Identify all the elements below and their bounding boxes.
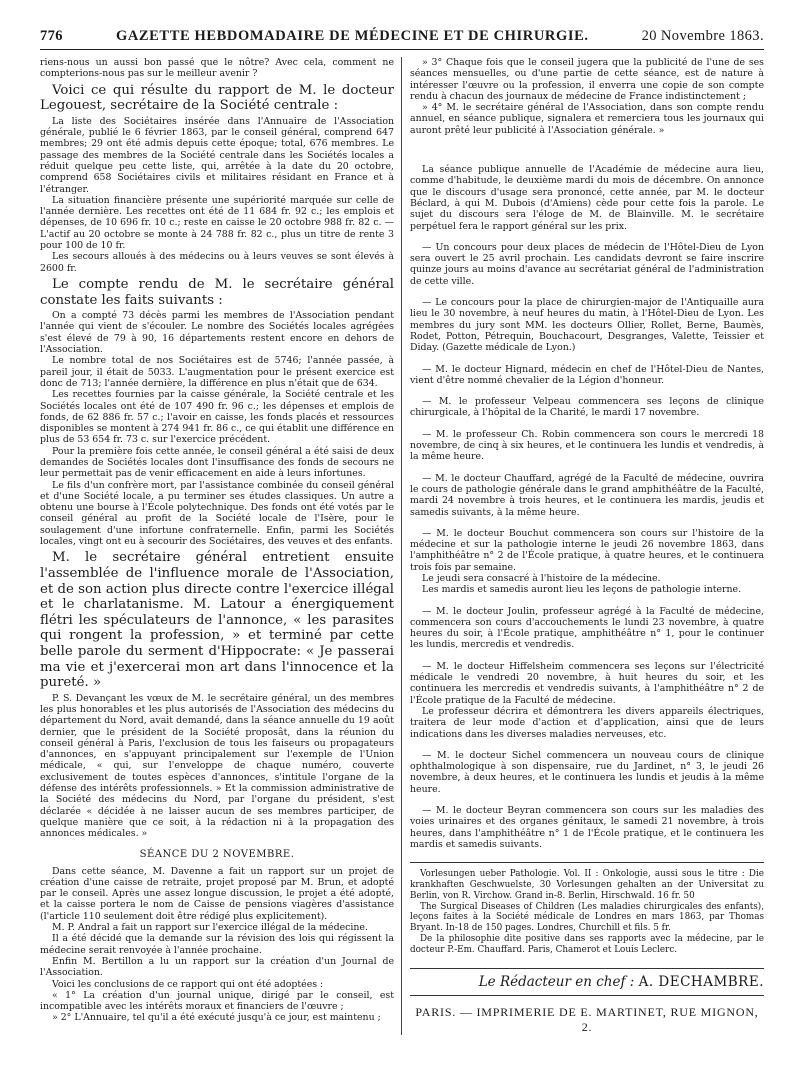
large-paragraph: Voici ce qui résulte du rapport de M. le docteur Legouest, secrétaire de la Société centrale : [40,82,394,114]
page-header [40,28,764,50]
paragraph: » 4° M. le secrétaire général de l'Association, dans son compte rendu annuel, en séance publique, signalera et remerciera tous les journaux qui auront prêté leur publicité à l'Association générale. » [410,102,764,136]
paragraph: Les secours alloués à des médecins ou à leurs veuves se sont élevés à 2600 fr. [40,251,394,274]
section-gap [410,795,764,805]
paragraph: » 2° L'Annuaire, tel qu'il a été exécuté jusqu'à ce jour, est maintenu ; [52,1012,381,1024]
section-gap [410,386,764,396]
book-notice: The Surgical Diseases of Children (Les maladies chirurgicales des enfants), leçons faites à la Société médicale de Londres en mars 1863, par Thomas Bryant. In-18 de 150 pages. Londres, Churchill et fils. 5 fr. [410,901,764,934]
paragraph: Le nombre total de nos Sociétaires est de 5746; l'année passée, à pareil jour, il était de 5033. L'augmentation pour le présent exercice est donc de 713; l'année dernière, la différence en plus n'était que de 634. [40,355,394,389]
issue-date: 20 Novembre 1863. [641,28,764,44]
news-item: — M. le docteur Chauffard, agrégé de la Faculté de médecine, ouvrira le cours de pathologie générale dans le grand amphithéâtre de la Faculté, mardi 24 novembre à trois heures, et le continuera les mardis, jeudis et samedis suivants, à la même heure. [410,472,764,518]
paragraph: Les mardis et samedis auront lieu les leçons de pathologie interne. [422,584,742,596]
section-gap [410,518,764,528]
section-gap [410,463,764,473]
columns [40,57,764,1035]
section-gap [410,419,764,429]
paragraph: M. P. Andral a fait un rapport sur l'exercice illégal de la médecine. [52,922,368,934]
news-item: — M. le professeur Velpeau commencera ses leçons de clinique chirurgicale, à l'hôpital de la Charité, le mardi 17 novembre. [410,396,764,419]
paragraph: La situation financière présente une supériorité marquée sur celle de l'année dernière. Les recettes ont été de 11 684 fr. 92 c.; les emplois et dépenses, de 10 696 fr. 10 c.; reste en caisse le 20 octobre 988 fr. 82 c. — L'actif au 20 octobre se monte à 24 788 fr. 82 c., plus un titre de rente 3 pour 100 de 10 fr. [40,194,394,252]
book-notice: Vorlesungen ueber Pathologie. Vol. II : Onkologie, aussi sous le titre : Die krankhaften Geschwuelste, 30 Vorlesungen gehalten an der Universitat zu Berlin, von R. Virchow. Grand in-8. Berlin, Hirschwald. 16 fr. 50 [410,869,764,901]
section-gap [410,287,764,297]
book-notice: De la philosophie dite positive dans ses rapports avec la médecine, par le docteur P.-Em. Chauffard. Paris, Chamerot et Louis Leclerc. [410,934,764,955]
paragraph: Enfin M. Bertillon a lu un rapport sur la création d'un Journal de l'Association. [40,955,394,979]
paragraph: Les recettes fournies par la caisse générale, la Société centrale et les Sociétés locales ont été de 107 490 fr. 96 c.; les dépenses et emplois de fonds, de 62 886 fr. 57 c.; l'avoir en caisse, les fonds placés et ressources disponibles se montent à 274 941 fr. 86 c., ce qui établit une différence en plus de 53 654 fr. 73 c. sur l'exercice précédent. [40,389,394,446]
paragraph: Le professeur décrira et démontrera les divers appareils électriques, traitera de leur mode d'action et d'application, ainsi que de leurs indications dans les diverses maladies nerveuses, etc. [410,705,764,740]
news-item: — M. le docteur Joulin, professeur agrégé à la Faculté de médecine, commencera son cours d'accouchements le lundi 23 novembre, à quatre heures du soir, à l'École pratique, amphithéâtre n° 1, pour le continuer les lundis, mercredis et vendredis. [410,605,764,651]
left-column [40,57,402,1035]
paragraph: La liste des Sociétaires insérée dans l'Annuaire de l'Association générale, publié le 6 février 1863, par le conseil général, comprend 647 membres; 29 ont été admis depuis cette époque; total, 676 membres. Le passage des membres de la Société centrale dans les Sociétés locales a réduit quelque peu cette liste, qui, arrêtée à la date du 20 octobre, comprend 658 Sociétaires civils et militaires résidant en France et à l'étranger. [40,115,394,195]
paragraph: Pour la première fois cette année, le conseil général a été saisi de deux demandes de Sociétés locales dont l'insuffisance des fonds de secours ne leur permettait pas de venir efficacement en aide à leurs infortunes. [40,445,394,480]
news-item: — M. le docteur Beyran commencera son cours sur les maladies des voies urinaires et des organes génitaux, le samedi 21 novembre, à trois heures, dans l'amphithéâtre n° 1 de l'École pratique, et le continuera les mardis et samedis suivants. [410,805,764,850]
section-gap [410,354,764,364]
section-gap [410,596,764,606]
news-item: — M. le docteur Hiffelsheim commencera ses leçons sur l'électricité médicale le vendredi 20 novembre, à huit heures du soir, et les continuera les mercredis et vendredis suivants, à l'amphithéâtre n° 2 de l'École pratique de la Faculté de médecine. [410,660,764,706]
right-column [402,57,764,1035]
large-paragraph: Le compte rendu de M. le secrétaire général constate les faits suivants : [40,276,394,308]
section-gap [410,136,764,164]
book-notices [410,862,764,955]
news-item: — Le concours pour la place de chirurgien-major de l'Antiquaille aura lieu le 30 novembre, à neuf heures du matin, à l'Hôtel-Dieu de Lyon. Les membres du jury sont MM. les docteurs Ollier, Rollet, Berne, Baumès, Rodet, Potton, Pétrequin, Bouchacourt, Desgranges, Valette, Teissier et Diday. (Gazette médicale de Lyon.) [410,297,764,354]
large-paragraph: M. le secrétaire général entretient ensuite l'assemblée de l'influence morale de l'Association, et de son action plus directe contre l'exercice illégal et le charlatanisme. M. Latour a énergiquement flétri les spéculateurs de l'annonce, « les parasites qui rongent la profession, » et terminé par cette belle parole du serment d'Hippocrate: « Je passerai ma vie et j'exercerai mon art dans l'innocence et la pureté. » [40,550,394,691]
paragraph: Dans cette séance, M. Davenne a fait un rapport sur un projet de création d'une caisse de retraite, projet proposé par M. Brun, et adopté par le conseil. Après une assez longue discussion, le projet a été adopté, et la caisse portera le nom de Caisse de pensions viagères d'assistance (l'article 110 seulement doit être rédigé plus explicitement). [40,865,394,922]
paragraph: riens-nous un aussi bon passé que le nôtre? Avec cela, comment ne compterions-nous pas sur le meilleur avenir ? [40,57,394,80]
news-item: — M. le docteur Hignard, médecin en chef de l'Hôtel-Dieu de Nantes, vient d'être nommé chevalier de la Légion d'honneur. [410,363,764,386]
journal-title: GAZETTE HEBDOMADAIRE DE MÉDECINE ET DE CHIRURGIE. [115,28,589,44]
paragraph: Le fils d'un confrère mort, par l'assistance combinée du conseil général et d'une Société locale, a pu terminer ses études classiques. Un autre a obtenu une bourse à l'École polytechnique. Des fonds ont été votés par le conseil général au profit de la Société locale de l'Isère, pour le soulagement d'une infortune confraternelle. Enfin, parmi les Sociétés locales, vingt ont eu à secourir des Sociétaires, des veuves et des enfants. [40,479,394,548]
news-item: — Un concours pour deux places de médecin de l'Hôtel-Dieu de Lyon sera ouvert le 25 avril prochain. Les candidats devront se faire inscrire quinze jours au moins d'avance au secrétariat général de l'administration de cette ville. [410,241,764,287]
section-gap [410,740,764,750]
paragraph: P. S. Devançant les vœux de M. le secrétaire général, un des membres les plus honorables et les plus autorisés de l'Association des médecins du département du Nord, avait demandé, dans la séance annuelle du 19 août dernier, que le président de la Société proposât, dans la réunion du conseil général à Paris, l'exclusion de tous les faiseurs ou propagateurs d'annonces, en s'appuyant principalement sur l'exemple de l'Union médicale, « qui, sur l'enveloppe de chaque numéro, couverte exclusivement de toutes espèces d'annonces, s'intitule l'organe de la défense des intérêts professionnels. » Et la commission administrative de la Société des médecins du Nord, par l'organe du président, s'est déclarée « décidée à ne laisser aucun de ses membres participer, de quelque manière que ce soit, à la rédaction ni à la propagation des annonces médicales. » [40,692,394,840]
paragraph: » 3° Chaque fois que le conseil jugera que la publicité de l'une de ses séances mensuelles, ou d'une partie de cette séance, est de nature à intéresser l'œuvre ou la profession, il enverra une copie de son compte rendu à chacun des journaux de médecine de France indistinctement ; [410,57,764,102]
paragraph: Voici les conclusions de ce rapport qui ont été adoptées : [52,978,324,990]
editor-label: Le Rédacteur en chef : [478,973,635,990]
paragraph: « 1° La création d'un journal unique, dirigé par le conseil, est incompatible avec les intérêts moraux et financiers de l'œuvre ; [40,989,394,1013]
printer-imprint: PARIS. — IMPRIMERIE DE E. MARTINET, RUE MIGNON, 2. [415,1004,759,1034]
section-gap [410,232,764,242]
section-gap [410,651,764,661]
section-heading: SÉANCE DU 2 NOVEMBRE. [139,848,295,860]
news-item: — M. le professeur Ch. Robin commencera son cours le mercredi 18 novembre, de cinq à six heures, et le continuera les lundis et vendredis, à la même heure. [410,428,764,463]
news-item: — M. le docteur Sichel commencera un nouveau cours de clinique ophthalmologique à son dispensaire, rue du Jardinet, n° 3, le jeudi 26 novembre, à deux heures, et le continuera les lundis et jeudis à la même heure. [410,749,764,795]
news-item: — M. le docteur Bouchut commencera son cours sur l'histoire de la médecine et sur la pathologie interne le jeudi 26 novembre 1863, dans l'amphithéâtre n° 2 de l'École pratique, à quatre heures, et le continuera trois fois par semaine. [410,527,764,573]
paragraph: Il a été décidé que la demande sur la révision des lois qui régissent la médecine serait renvoyée à l'année prochaine. [40,933,394,956]
paragraph: Le jeudi sera consacré à l'histoire de la médecine. [422,572,661,584]
editor-signature [410,968,764,996]
paragraph: On a compté 73 décès parmi les membres de l'Association pendant l'année qui vient de s'écouler. Le nombre des Sociétés locales agrégées s'est élevé de 79 à 90, 16 départements restent encore en dehors de l'Association. [40,310,394,356]
editor-name: A. DECHAMBRE. [638,973,764,990]
page-number: 776 [40,28,63,44]
paragraph: La séance publique annuelle de l'Académie de médecine aura lieu, comme d'habitude, le deuxième mardi du mois de décembre. On annonce que le discours d'usage sera prononcé, cette année, par M. le docteur Béclard, à qui M. Dubois (d'Amiens) cède pour cette fois la parole. Le sujet du discours sera l'éloge de M. de Blainville. M. le secrétaire perpétuel fera le rapport général sur les prix. [410,164,764,232]
